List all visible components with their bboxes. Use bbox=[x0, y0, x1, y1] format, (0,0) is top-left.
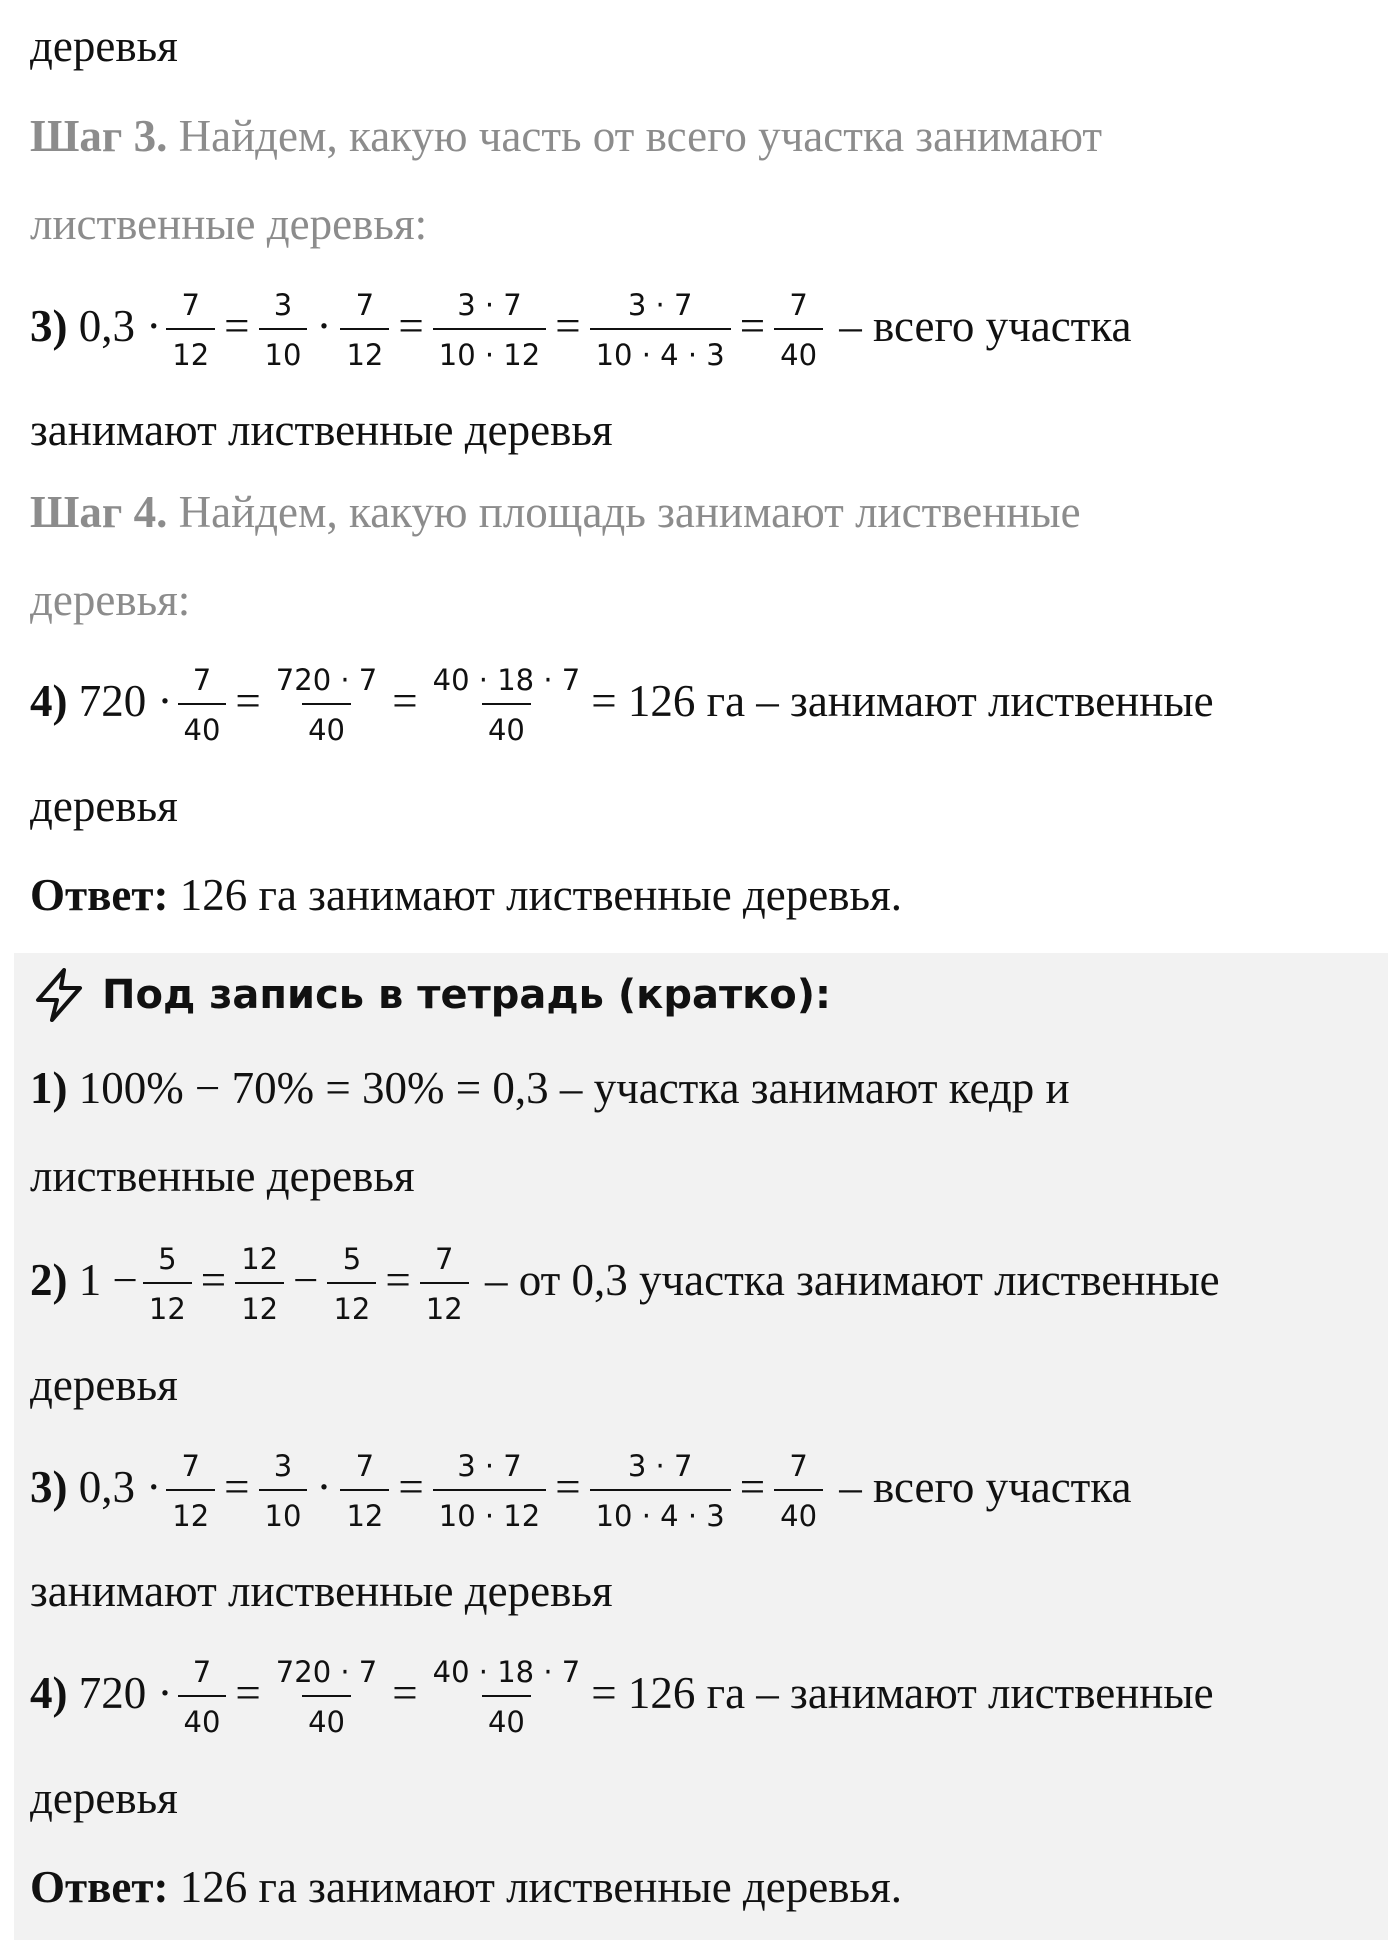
equation-lead: 0,3 · bbox=[67, 301, 162, 351]
fraction: $\frac{5}{12}$ bbox=[327, 1242, 376, 1326]
line-text: деревья bbox=[30, 1360, 178, 1410]
note-equation-1 bbox=[30, 1060, 1380, 1116]
equation-lead: 720 · bbox=[67, 676, 173, 726]
answer-label: Ответ: bbox=[30, 870, 169, 920]
step4-text2: деревья: bbox=[30, 575, 191, 625]
fraction: $\frac{3}{10}$ bbox=[259, 288, 308, 372]
equation-tail: = 126 га – занимают лиственные bbox=[591, 676, 1214, 726]
text-line bbox=[30, 1770, 1380, 1826]
fraction: $\frac{7}{12}$ bbox=[166, 288, 215, 372]
step4-text: Найдем, какую площадь занимают лиственные bbox=[167, 487, 1081, 537]
line-text: занимают лиственные деревья bbox=[30, 405, 613, 455]
lightning-icon bbox=[30, 966, 88, 1024]
answer-line bbox=[30, 867, 1380, 923]
step4-heading bbox=[30, 484, 1380, 540]
line-text: лиственные деревья bbox=[30, 1151, 415, 1201]
fraction: $\frac{7}{12}$ bbox=[340, 288, 389, 372]
fraction: $\frac{7}{12}$ bbox=[420, 1242, 469, 1326]
step3-heading bbox=[30, 108, 1380, 164]
fraction: $\frac{40 \cdot 18 \cdot 7}{40}$ bbox=[432, 1655, 581, 1739]
equation-tail: – всего участка bbox=[828, 1462, 1132, 1512]
note-equation-2: 2) 1 − $\frac{5}{12}$ = $\frac{12}{12}$ − $\frac{5}{12}$ = $\frac{7}{12}$ – от 0,3 участка занимают лиственные bbox=[30, 1242, 1220, 1326]
step3-text2: лиственные деревья: bbox=[30, 199, 428, 249]
equation-number: 1) bbox=[30, 1063, 68, 1113]
equation-lead: 720 · bbox=[67, 1668, 173, 1718]
fraction: $\frac{3 \cdot 7}{10 \cdot 4 \cdot 3}$ bbox=[590, 288, 731, 372]
equation-tail: – от 0,3 участка занимают лиственные bbox=[473, 1255, 1220, 1305]
fraction: $\frac{3 \cdot 7}{10 \cdot 4 \cdot 3}$ bbox=[590, 1449, 731, 1533]
fraction: $\frac{3 \cdot 7}{10 \cdot 12}$ bbox=[433, 288, 546, 372]
equation-number: 4) bbox=[30, 1668, 68, 1718]
fraction: $\frac{12}{12}$ bbox=[235, 1242, 284, 1326]
fraction: $\frac{720 \cdot 7}{40}$ bbox=[275, 663, 378, 747]
equation-3: 3) 0,3 · $\frac{7}{12}$ = $\frac{3}{10}$ · $\frac{7}{12}$ = $\frac{3 \cdot 7}{10 \cdot 12}$ = $\frac{3 \cdot 7}{10 \cdot 4 \cdot 3}$ = $\frac{7}{40}$ – всего участка bbox=[30, 288, 1132, 372]
equation-number: 2) bbox=[30, 1255, 68, 1305]
fraction: $\frac{7}{12}$ bbox=[340, 1449, 389, 1533]
text-line bbox=[30, 1563, 1380, 1619]
text-line bbox=[30, 778, 1380, 834]
line-text: деревья bbox=[30, 1773, 178, 1823]
equation-tail: = 126 га – занимают лиственные bbox=[591, 1668, 1214, 1718]
text-line bbox=[30, 1148, 1380, 1204]
text-line bbox=[30, 18, 1380, 74]
note-equation-4: 4) 720 · $\frac{7}{40}$ = $\frac{720 \cdot 7}{40}$ = $\frac{40 \cdot 18 \cdot 7}{40}$ = 126 га – занимают лиственные bbox=[30, 1655, 1214, 1739]
line-text: деревья bbox=[30, 781, 178, 831]
fraction: $\frac{7}{40}$ bbox=[178, 1655, 227, 1739]
equation-4: 4) 720 · $\frac{7}{40}$ = $\frac{720 \cdot 7}{40}$ = $\frac{40 \cdot 18 \cdot 7}{40}$ = 126 га – занимают лиственные bbox=[30, 663, 1214, 747]
equation-number: 4) bbox=[30, 676, 68, 726]
equation-number: 3) bbox=[30, 301, 68, 351]
fraction: $\frac{7}{40}$ bbox=[178, 663, 227, 747]
fraction: $\frac{3 \cdot 7}{10 \cdot 12}$ bbox=[433, 1449, 546, 1533]
equation-number: 3) bbox=[30, 1462, 68, 1512]
fraction: $\frac{720 \cdot 7}{40}$ bbox=[275, 1655, 378, 1739]
step3-label: Шаг 3. bbox=[30, 111, 168, 161]
fraction: $\frac{7}{40}$ bbox=[774, 288, 823, 372]
text-line bbox=[30, 402, 1380, 458]
equation-tail: – всего участка bbox=[828, 301, 1132, 351]
fraction: $\frac{3}{10}$ bbox=[259, 1449, 308, 1533]
answer-text: 126 га занимают лиственные деревья. bbox=[168, 870, 902, 920]
step4-label: Шаг 4. bbox=[30, 487, 168, 537]
note-equation-3: 3) 0,3 · $\frac{7}{12}$ = $\frac{3}{10}$ · $\frac{7}{12}$ = $\frac{3 \cdot 7}{10 \cdot 12}$ = $\frac{3 \cdot 7}{10 \cdot 4 \cdot 3}$ = $\frac{7}{40}$ – всего участка bbox=[30, 1449, 1132, 1533]
fraction: $\frac{7}{12}$ bbox=[166, 1449, 215, 1533]
step4-heading-cont bbox=[30, 572, 1380, 628]
line-text: деревья bbox=[30, 21, 178, 71]
answer-label: Ответ: bbox=[30, 1862, 169, 1912]
fraction: $\frac{7}{40}$ bbox=[774, 1449, 823, 1533]
step3-text: Найдем, какую часть от всего участка занимают bbox=[167, 111, 1103, 161]
equation-lead: 1 − bbox=[67, 1255, 138, 1305]
answer-line bbox=[30, 1859, 1380, 1915]
equation-lead: 0,3 · bbox=[67, 1462, 162, 1512]
step3-heading-cont bbox=[30, 196, 1380, 252]
fraction: $\frac{40 \cdot 18 \cdot 7}{40}$ bbox=[432, 663, 581, 747]
notebook-summary-title: Под запись в тетрадь (кратко): bbox=[30, 963, 831, 1027]
equation-text: 100% − 70% = 30% = 0,3 – участка занимают кедр и bbox=[67, 1063, 1070, 1113]
fraction: $\frac{5}{12}$ bbox=[143, 1242, 192, 1326]
line-text: занимают лиственные деревья bbox=[30, 1566, 613, 1616]
text-line bbox=[30, 1357, 1380, 1413]
answer-text: 126 га занимают лиственные деревья. bbox=[168, 1862, 902, 1912]
